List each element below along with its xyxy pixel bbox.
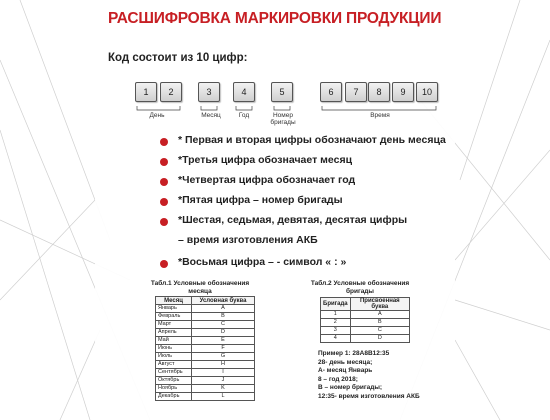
digit-box-2: 2 <box>160 82 182 102</box>
table-row <box>156 385 255 393</box>
table-row <box>156 393 255 401</box>
table-row <box>321 335 410 343</box>
table-cell: C <box>350 327 409 335</box>
table-cell: E <box>192 337 255 345</box>
table1-caption: Табл.1 Условные обозначения месяца <box>150 280 250 295</box>
digit-box-3: 3 <box>198 82 220 102</box>
digit-box-5: 5 <box>271 82 293 102</box>
example-line: Пример 1: 28A8B12:35 <box>318 350 390 357</box>
table-header: Условная буква <box>192 297 255 305</box>
table-cell: L <box>192 393 255 401</box>
example-line: A- месяц Январь <box>318 367 373 374</box>
digit-box-1: 1 <box>135 82 157 102</box>
digit-box-6: 6 <box>320 82 342 102</box>
example-line: 12:35- время изготовления АКБ <box>318 392 420 400</box>
table-cell: Март <box>156 321 192 329</box>
table-row <box>156 313 255 321</box>
table-cell: Февраль <box>156 313 192 321</box>
table-header: Бригада <box>321 298 351 311</box>
bullet-dot-icon <box>160 198 168 206</box>
table-row <box>321 311 410 319</box>
code-subtitle: Код состоит из 10 цифр: <box>108 52 248 64</box>
table-cell: Октябрь <box>156 377 192 385</box>
table-cell: G <box>192 353 255 361</box>
digit-box-10: 10 <box>416 82 438 102</box>
table-cell: 2 <box>321 319 351 327</box>
table-cell: I <box>192 369 255 377</box>
table2-caption: Табл.2 Условные обозначения бригады <box>310 280 410 295</box>
table-cell: Январь <box>156 305 192 313</box>
table-cell: K <box>192 385 255 393</box>
table-header-row <box>156 297 255 305</box>
bullet-item: *Четвертая цифра обозначает год <box>160 174 460 194</box>
table-row <box>156 361 255 369</box>
example-line: 8 – год 2018; <box>318 375 358 383</box>
month-table-body <box>156 305 255 401</box>
table-cell: 4 <box>321 335 351 343</box>
bullet-dot-icon <box>160 158 168 166</box>
table-cell: D <box>350 335 409 343</box>
table-row <box>156 345 255 353</box>
table-header-row <box>321 298 410 311</box>
table-cell: Июль <box>156 353 192 361</box>
label-team-line2: бригады <box>270 119 296 126</box>
example-block <box>318 350 458 401</box>
bullet-item: *Шестая, седьмая, девятая, десятая цифры <box>160 214 460 234</box>
label-day: День <box>149 112 165 119</box>
table-header: Присвоенная буква <box>350 298 409 311</box>
table-cell: Апрель <box>156 329 192 337</box>
table-row <box>156 305 255 313</box>
table-cell: H <box>192 361 255 369</box>
page-title: РАСШИФРОВКА МАРКИРОВКИ ПРОДУКЦИИ <box>108 10 442 27</box>
table-cell: F <box>192 345 255 353</box>
table-cell: A <box>350 311 409 319</box>
team-table-body <box>321 311 410 343</box>
table-header: Месяц <box>156 297 192 305</box>
table-row <box>156 369 255 377</box>
bullet-dot-icon <box>160 178 168 186</box>
table-cell: Сентябрь <box>156 369 192 377</box>
example-line: 28- день месяца; <box>318 358 373 366</box>
table-cell: Июнь <box>156 345 192 353</box>
bullet-dot-icon <box>160 260 168 268</box>
table-cell: Декабрь <box>156 393 192 401</box>
table-cell: A <box>192 305 255 313</box>
table-row <box>156 377 255 385</box>
table-cell: 1 <box>321 311 351 319</box>
bullet-continuation: – время изготовления АКБ <box>178 234 318 246</box>
digit-box-9: 9 <box>392 82 414 102</box>
table-row <box>156 321 255 329</box>
label-year: Год <box>238 112 250 119</box>
example-line: B – номер бригады; <box>318 384 383 391</box>
label-team-line1: Номер <box>272 112 293 119</box>
table-row <box>156 329 255 337</box>
table-row <box>321 319 410 327</box>
digit-box-8: 8 <box>368 82 390 102</box>
month-table <box>155 296 255 401</box>
bullet-item: *Пятая цифра – номер бригады <box>160 194 460 214</box>
table-cell: J <box>192 377 255 385</box>
bullet-dot-icon <box>160 138 168 146</box>
bullet-item: * Первая и вторая цифры обозначают день месяца <box>160 134 460 154</box>
label-month: Месяц <box>201 112 221 119</box>
bullet-list <box>160 134 460 276</box>
table-cell: B <box>350 319 409 327</box>
table-cell: 3 <box>321 327 351 335</box>
table-row <box>156 337 255 345</box>
table-cell: C <box>192 321 255 329</box>
bullet-item: *Третья цифра обозначает месяц <box>160 154 460 174</box>
table-cell: Май <box>156 337 192 345</box>
digit-box-4: 4 <box>233 82 255 102</box>
bullet-dot-icon <box>160 218 168 226</box>
team-table <box>320 297 410 343</box>
bullet-item: *Восьмая цифра – - символ « : » <box>160 256 460 276</box>
table-cell: Ноябрь <box>156 385 192 393</box>
table-row <box>156 353 255 361</box>
digit-box-7: 7 <box>345 82 367 102</box>
table-row <box>321 327 410 335</box>
table-cell: B <box>192 313 255 321</box>
label-time: Время <box>370 112 390 119</box>
table-cell: Август <box>156 361 192 369</box>
label-team <box>268 112 298 126</box>
table-cell: D <box>192 329 255 337</box>
